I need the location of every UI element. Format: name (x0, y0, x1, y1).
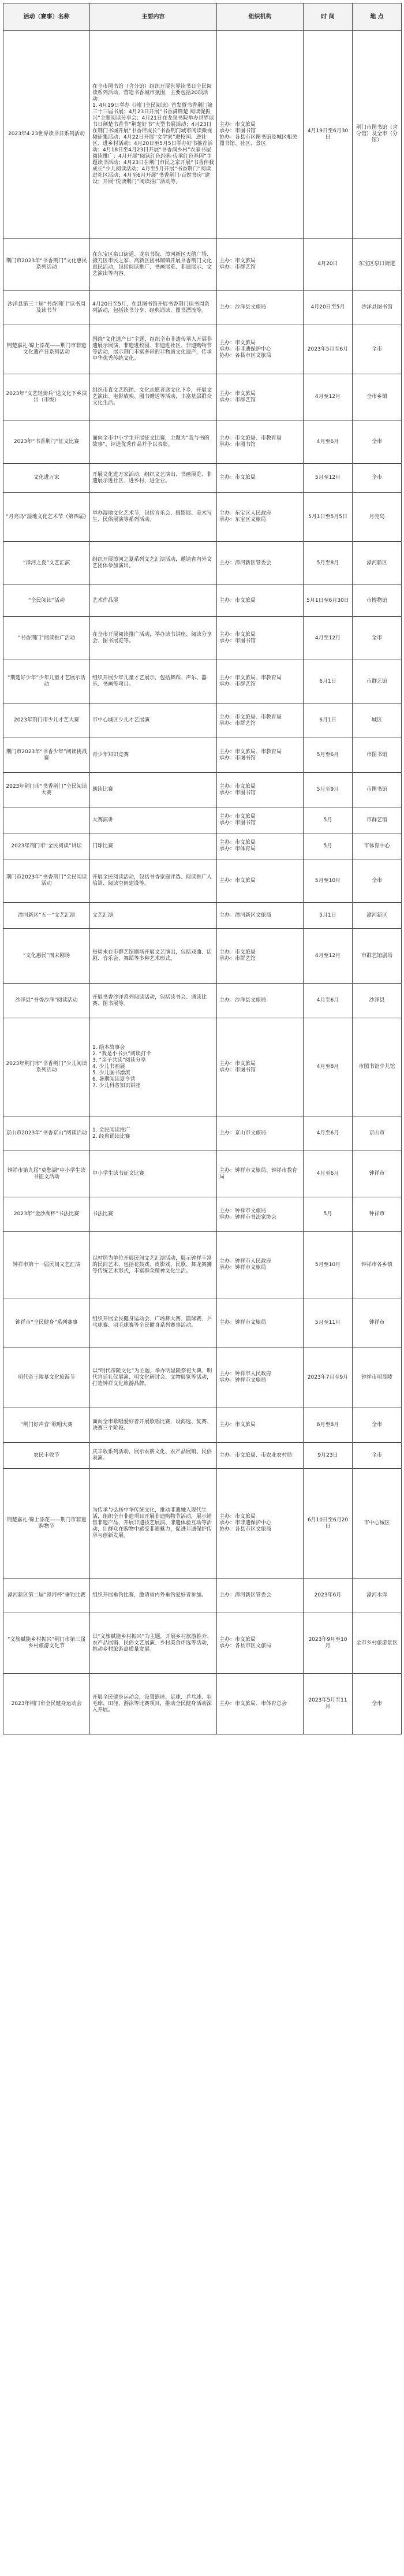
cell-org: 主办：市文旅局 承办：市图书馆 (217, 807, 304, 833)
cell-content: 开展书香沙洋系列阅读活动，包括读书会、诵读比赛、图书展等。 (90, 984, 217, 1018)
cell-content: 以“文旅赋能乡村振兴”为主题，开展乡村旅游推介、农产品展销、民俗文艺展演、乡村美食评选等活动，推动乡村旅游高质量发展。 (90, 1613, 217, 1674)
cell-place: 钟祥市明显陵 (353, 1347, 402, 1408)
cell-content: 组织开展垂钓比赛，邀请省内外垂钓爱好者参加。 (90, 1579, 217, 1613)
cell-time: 2023年9月至10月 (304, 1613, 353, 1674)
cell-place: 市群艺馆剧场 (353, 929, 402, 984)
cell-content: 朗读比赛 (90, 773, 217, 807)
cell-time: 5月至6月 (304, 738, 353, 773)
cell-name (3, 807, 90, 833)
table-row (3, 325, 402, 374)
cell-name: 2023年4·23世界读书日系列活动 (3, 31, 90, 239)
cell-content: 书法比赛 (90, 1197, 217, 1232)
cell-place: 钟祥市 (353, 1151, 402, 1197)
table-row (3, 542, 402, 585)
cell-name: 京山市2023年“书香京山”阅读活动 (3, 1116, 90, 1151)
cell-place: 钟祥市各乡镇 (353, 1232, 402, 1298)
cell-time: 5月 (304, 807, 353, 833)
cell-place: 全市 (353, 617, 402, 660)
cell-content: 1. 绘本故事会 2. “我是小书虫”阅读打卡 3. “亲子共读”阅读分享 4. 少儿书画展 5. 少儿图书漂流 6. 暑期阅读夏令营 7. 少儿科普知识讲座 (90, 1018, 217, 1116)
cell-place: 全市 (353, 1443, 402, 1469)
cell-time: 5月1日 (304, 903, 353, 929)
cell-time: 4月20日 (304, 239, 353, 291)
cell-place: 全市 (353, 1408, 402, 1443)
cell-org: 主办：市文旅局 承办：市非遗保护中心 协办：各县市区文旅局 (217, 1469, 304, 1579)
cell-place: 沙洋县图书馆 (353, 291, 402, 325)
cell-time: 6月1日 (304, 660, 353, 703)
cell-time: 2023年7月至9月 (304, 1347, 353, 1408)
cell-place: 城区 (353, 703, 402, 738)
cell-name: “全民阅读”活动 (3, 585, 90, 617)
cell-content: 以村居为单位开展民间文艺汇演活动，展示钟祥丰富的民间艺术，包括花鼓戏、皮影戏、民歌、舞龙舞狮等传统艺术形式，丰富群众精神文化生活。 (90, 1232, 217, 1298)
cell-time: 4月至12月 (304, 617, 353, 660)
table-row (3, 1232, 402, 1298)
table-row (3, 31, 402, 239)
cell-place: 市博物馆 (353, 585, 402, 617)
table-row (3, 773, 402, 807)
header-org: 组织机构 (217, 3, 304, 31)
cell-org: 主办：钟祥市文旅局 (217, 1298, 304, 1347)
cell-content: 组织开展漳河之夏系列文艺汇演活动，邀请省内外文艺团体参加演出。 (90, 542, 217, 585)
cell-content: 1. 全民阅读推广 2. 经典诵读比赛 (90, 1116, 217, 1151)
cell-org: 主办：钟祥市人民政府 承办：钟祥市文旅局 (217, 1347, 304, 1408)
cell-place: 市图书馆 (353, 738, 402, 773)
cell-place: 沙洋县 (353, 984, 402, 1018)
cell-time: 4月至6月 (304, 984, 353, 1018)
cell-time: 9月23日 (304, 1443, 353, 1469)
cell-org: 主办：市文旅局 承办：市群艺馆 (217, 239, 304, 291)
cell-org: 主办：钟祥市文旅局、钟祥市教育局 (217, 1151, 304, 1197)
cell-org: 主办：市文旅局 承办：市图书馆 协办：各县市区图书馆及城区相关图书馆、社区、景区 (217, 31, 304, 239)
cell-content: 面向全市中小学生开展征文比赛，主题为“我与书的故事”，评选优秀作品并予以表彰。 (90, 420, 217, 464)
cell-org: 主办：漳河新区管委会 (217, 1579, 304, 1613)
cell-org: 主办：东宝区人民政府 承办：东宝区文旅局 (217, 493, 304, 542)
cell-content: 组织开展少年儿童才艺展示，包括舞蹈、声乐、器乐、书画等项目。 (90, 660, 217, 703)
table-row (3, 738, 402, 773)
table-row (3, 1197, 402, 1232)
cell-place: 市体育中心 (353, 833, 402, 859)
table-row (3, 493, 402, 542)
cell-content: 艺术作品展 (90, 585, 217, 617)
header-time: 时 间 (304, 3, 353, 31)
cell-time: 5月至10月 (304, 1232, 353, 1298)
cell-name: 明代帝王陵墓文化旅游节 (3, 1347, 90, 1408)
cell-org: 主办：市文旅局 承办：市图书馆 (217, 1018, 304, 1116)
cell-org: 主办：市文旅局 承办：各县市区文旅局 (217, 1613, 304, 1674)
cell-content: 文艺汇演 (90, 903, 217, 929)
cell-org: 主办：漳河新区管委会 (217, 542, 304, 585)
table-row (3, 617, 402, 660)
cell-name: 2023年荆门市“书香荆门”全民阅读大赛 (3, 773, 90, 807)
cell-time: 6月1日 (304, 703, 353, 738)
cell-time: 4月至6月 (304, 1151, 353, 1197)
cell-time: 5月1日至5月5日 (304, 493, 353, 542)
cell-org: 主办：沙洋县文旅局 (217, 291, 304, 325)
cell-time: 5月至10月 (304, 859, 353, 903)
cell-time: 2023年6月 (304, 1579, 353, 1613)
cell-name: 2023年“文艺轻骑兵”送文化下乡演出（市级） (3, 374, 90, 420)
cell-place: 钟祥市 (353, 1298, 402, 1347)
cell-content: 在东宝区泉口街道、龙泉书院、漳河新区天鹅广场、掇刀区市民之家、高新区团林铺镇开展书香荆门文化惠民活动，包括阅读推广、书画展览、非遗展示、文艺演出等内容。 (90, 239, 217, 291)
cell-name: “文化惠民”周末剧场 (3, 929, 90, 984)
cell-time: 5月 (304, 833, 353, 859)
cell-place: 全市 (353, 1674, 402, 1734)
cell-name: 钟祥市第十一届民间文艺汇演 (3, 1232, 90, 1298)
cell-time: 6月至8月 (304, 1408, 353, 1443)
table-row (3, 807, 402, 833)
cell-content: 组织开展全民健身运动会、广场舞大赛、篮球赛、乒乓球赛、羽毛球赛等全民健身系列赛事活动。 (90, 1298, 217, 1347)
cell-place: 钟祥市 (353, 1197, 402, 1232)
cell-org: 主办：市文旅局、市教育局 承办：市图书馆 (217, 420, 304, 464)
cell-place: 市中心城区 (353, 1469, 402, 1579)
cell-place: 东宝区泉口街道 (353, 239, 402, 291)
cell-place: 市图书馆 (353, 773, 402, 807)
cell-content: 围绕“文化遗产日”主题，组织全市非遗传承人开展非遗展示展演、非遗进校园、非遗进社区、非遗购物节等活动，展示荆门丰富多彩的非物质文化遗产，传承中华优秀传统文化。 (90, 325, 217, 374)
table-row (3, 1151, 402, 1197)
cell-name: 荆门市2023年“书香少年”阅读挑战赛 (3, 738, 90, 773)
table-row (3, 929, 402, 984)
page (0, 3, 404, 2576)
cell-name: 荆楚嘉礼·锦上添花——荆门市非遗文化遗产日系列活动 (3, 325, 90, 374)
cell-time: 4月至12月 (304, 374, 353, 420)
cell-name: 荆门市2023年“书香荆门”全民阅读活动 (3, 859, 90, 903)
cell-time: 4月19日至6月30日 (304, 31, 353, 239)
table-row (3, 291, 402, 325)
cell-place: 全市 (353, 859, 402, 903)
table-body (3, 31, 402, 1734)
cell-content: 开展全民健身运动会，设置篮球、足球、乒乓球、羽毛球、田径、游泳等比赛项目，推动全民健身活动深入开展。 (90, 1674, 217, 1734)
cell-name: 钟祥市“全民健身”系列赛事 (3, 1298, 90, 1347)
cell-content: 青少年知识竞赛 (90, 738, 217, 773)
cell-content: 每周末在市群艺馆剧场开展文艺演出，包括戏曲、话剧、音乐会、舞蹈等多种艺术形式。 (90, 929, 217, 984)
table-row (3, 374, 402, 420)
header-content: 主要内容 (90, 3, 217, 31)
cell-time: 4月20日至5月 (304, 291, 353, 325)
cell-name: 2023年荆门市少儿才艺大赛 (3, 703, 90, 738)
table-row (3, 1408, 402, 1443)
cell-name: 2023年荆门市全民健身运动会 (3, 1674, 90, 1734)
cell-content: 以“明代帝陵文化”为主题，举办明显陵祭祀大典、明代宫廷礼仪展演、明文化研讨会、文物展览等活动，打造钟祥文化旅游品牌。 (90, 1347, 217, 1408)
cell-content: 在全市开展阅读推广活动，举办读书讲座、阅读分享会、图书展览等。 (90, 617, 217, 660)
cell-org: 主办：市文旅局、市农业农村局 (217, 1443, 304, 1469)
cell-content: 为传承与弘扬中华传统文化，推动非遗融入现代生活，组织全市非遗项目开展非遗购物节活动，展示销售非遗产品，开展非遗技艺展演、非遗体验互动等活动，让群众在购物中感受非遗魅力，促进非遗保护传承与创新发展。 (90, 1469, 217, 1579)
table-row (3, 1674, 402, 1734)
cell-content: 开展全民阅读活动，包括书香家庭评选、阅读推广人培训、阅读空间建设等。 (90, 859, 217, 903)
table-row (3, 1469, 402, 1579)
cell-time: 2023年5月至11月 (304, 1674, 353, 1734)
cell-org: 主办：市文旅局、市教育局 承办：市群艺馆 (217, 703, 304, 738)
cell-place: 漳河水库 (353, 1579, 402, 1613)
header-place: 地 点 (353, 3, 402, 31)
cell-content: 大赛演讲 (90, 807, 217, 833)
cell-content: 面向全市歌唱爱好者开展歌唱比赛，设海选、复赛、决赛三个阶段。 (90, 1408, 217, 1443)
cell-name: “荆门好声音”歌唱大赛 (3, 1408, 90, 1443)
table-row (3, 660, 402, 703)
cell-content: 开展文化进万家活动，组织文艺演出、书画展览、非遗展示进社区、进乡村、进企业。 (90, 464, 217, 493)
cell-time: 4月至12月 (304, 929, 353, 984)
table-row (3, 1298, 402, 1347)
cell-place: 全市 (353, 325, 402, 374)
table-row (3, 1018, 402, 1116)
cell-place: 全市 (353, 464, 402, 493)
table-row (3, 1116, 402, 1151)
table-row (3, 420, 402, 464)
cell-org: 主办：市文旅局、市教育局 承办：市群艺馆 (217, 660, 304, 703)
cell-place: 全市乡村旅游景区 (353, 1613, 402, 1674)
cell-time: 5月至12月 (304, 464, 353, 493)
cell-name: 荆门市2023年“书香荆门”文化惠民系列活动 (3, 239, 90, 291)
cell-place: 市群艺馆 (353, 660, 402, 703)
cell-time: 6月10日至6月20日 (304, 1469, 353, 1579)
cell-name: “文旅赋能乡村振兴”荆门市第三届乡村旅游文化节 (3, 1613, 90, 1674)
cell-name: 2023年荆门市“全民阅读”讲坛 (3, 833, 90, 859)
cell-org: 主办：京山市文旅局 (217, 1116, 304, 1151)
cell-org: 主办：市文旅局 (217, 859, 304, 903)
table-row (3, 984, 402, 1018)
cell-name: 农民丰收节 (3, 1443, 90, 1469)
cell-content: 门球比赛 (90, 833, 217, 859)
table-row (3, 859, 402, 903)
cell-time: 4月至8月 (304, 1018, 353, 1116)
table-row (3, 833, 402, 859)
cell-name: 荆楚嘉礼·锦上添花——荆门市非遗购物节 (3, 1469, 90, 1579)
cell-place: 京山市 (353, 1116, 402, 1151)
cell-org: 主办：钟祥市人民政府 承办：钟祥市文旅局 (217, 1232, 304, 1298)
cell-org: 主办：市文旅局 承办：市图书馆 (217, 617, 304, 660)
cell-place: 全市 (353, 420, 402, 464)
table-row (3, 703, 402, 738)
cell-name: 漳河新区“五一”文艺汇演 (3, 903, 90, 929)
cell-place: 月亮岛 (353, 493, 402, 542)
cell-place: 市群艺馆 (353, 807, 402, 833)
cell-time: 4月至6月 (304, 420, 353, 464)
table-header-row (3, 3, 402, 31)
table-row (3, 239, 402, 291)
cell-time: 4月至6月 (304, 1116, 353, 1151)
cell-org: 主办：市文旅局、市体育总会 (217, 1674, 304, 1734)
table-row (3, 1579, 402, 1613)
cell-time: 2023年5月至6月 (304, 325, 353, 374)
cell-org: 主办：市文旅局 (217, 585, 304, 617)
cell-time: 5月 (304, 1197, 353, 1232)
cell-content: 庆丰收系列活动，展示农耕文化、农产品展销、民俗表演。 (90, 1443, 217, 1469)
cell-org: 主办：市文旅局 (217, 464, 304, 493)
cell-name: 漳河新区第二届“漳河杯”垂钓比赛 (3, 1579, 90, 1613)
table-row (3, 585, 402, 617)
cell-name: “月亮岛”湿地文化艺术节（第四届） (3, 493, 90, 542)
cell-name: 2023年荆门市“书香荆门”少儿阅读系列活动 (3, 1018, 90, 1116)
cell-name: 沙洋县“书香沙洋”阅读活动 (3, 984, 90, 1018)
cell-org: 主办：市文旅局 承办：市群艺馆 (217, 374, 304, 420)
cell-content: 在全市图书馆（含分馆）组织开展世界读书日全民阅读系列活动，营造书香城市氛围，主要包括20项活动： 1. 4月19日举办《荆门全民阅读》首发暨书香荆门第三十三届书展；4月23日开展“书香满荆楚 阅读促振兴”主题阅读分享会；4月21日在龙泉书院举办世界读书日荆楚书香节“荆楚好书”大型书展活动；4月23日在荆门书城开展“书香伴成长”书香荆门城市阅读微视频征集活动；4月22日开展“文学家”进校园、进社区、进乡村活动；4月20日至5月5日举办好书推荐活动；4月18日至4月23日开展“书香润乡村”农家书屋阅读推广；4月开展“阅读红色经典·传承红色基因”主题读书活动；4月23日在荆门市民之家开展“书香伴我成长”少儿阅读活动；4月至5月开展“书香荆门”阅读进社区活动；4月至6月开展“书香荆门·百姓书房”建设；开展“悦读荆门”阅读推广活动等。 (90, 31, 217, 239)
cell-place: 漳河新区 (353, 542, 402, 585)
cell-place: 市图书馆少儿馆 (353, 1018, 402, 1116)
activities-table (3, 3, 402, 1734)
cell-name: 2023年“书香荆门”征文比赛 (3, 420, 90, 464)
cell-name: “漳河之夏”文艺汇演 (3, 542, 90, 585)
cell-content: 举办湿地文化艺术节，包括音乐会、摄影展、美术写生、民俗展演等系列活动。 (90, 493, 217, 542)
cell-org: 主办：市文旅局 (217, 1408, 304, 1443)
table-row (3, 903, 402, 929)
cell-name: 钟祥市第九届“莫愁湖”中小学生读书征文活动 (3, 1151, 90, 1197)
cell-time: 5月1日至6月30日 (304, 585, 353, 617)
table-row (3, 1347, 402, 1408)
cell-content: 中小学生读书征文比赛 (90, 1151, 217, 1197)
cell-org: 主办：市文旅局 承办：市图书馆 (217, 773, 304, 807)
header-name: 活动（赛事）名称 (3, 3, 90, 31)
cell-place: 荆门市图书馆（含分馆）及全市（分馆） (353, 31, 402, 239)
cell-name: 文化进万家 (3, 464, 90, 493)
cell-time: 5月至8月 (304, 542, 353, 585)
cell-name: “书香荆门”阅读推广活动 (3, 617, 90, 660)
cell-content: 组织市直文艺院团、文化志愿者送文化下乡，开展文艺演出、电影放映、图书赠送等活动，丰富基层群众文化生活。 (90, 374, 217, 420)
table-row (3, 1613, 402, 1674)
cell-org: 主办：市文旅局、市教育局 承办：市图书馆 (217, 738, 304, 773)
cell-org: 主办：漳河新区文旅局 (217, 903, 304, 929)
cell-time: 5月至9月 (304, 773, 353, 807)
cell-content: 4月20日至5月，在县图书馆开展书香荆门读书周系列活动，包括读书分享、经典诵读、图书漂流等。 (90, 291, 217, 325)
cell-org: 主办：钟祥市文旅局 承办：钟祥市书法家协会 (217, 1197, 304, 1232)
cell-org: 主办：市文旅局 承办：市体育局 (217, 833, 304, 859)
cell-name: “荆楚好少年”少年儿童才艺展示活动 (3, 660, 90, 703)
table-row (3, 1443, 402, 1469)
cell-place: 全市乡镇 (353, 374, 402, 420)
cell-name: 沙洋县第三十届“书香荆门”读书周及读书节 (3, 291, 90, 325)
cell-content: 市中心城区少儿才艺展演 (90, 703, 217, 738)
cell-org: 主办：沙洋县文旅局 (217, 984, 304, 1018)
table-row (3, 464, 402, 493)
cell-time: 5月至11月 (304, 1298, 353, 1347)
cell-name: 2023年“金沙湖杯”书法比赛 (3, 1197, 90, 1232)
cell-org: 主办：市文旅局 承办：市非遗保护中心 协办：各县市区文旅局 (217, 325, 304, 374)
cell-place: 漳河新区 (353, 903, 402, 929)
cell-org: 主办：市文旅局 承办：市群艺馆 (217, 929, 304, 984)
